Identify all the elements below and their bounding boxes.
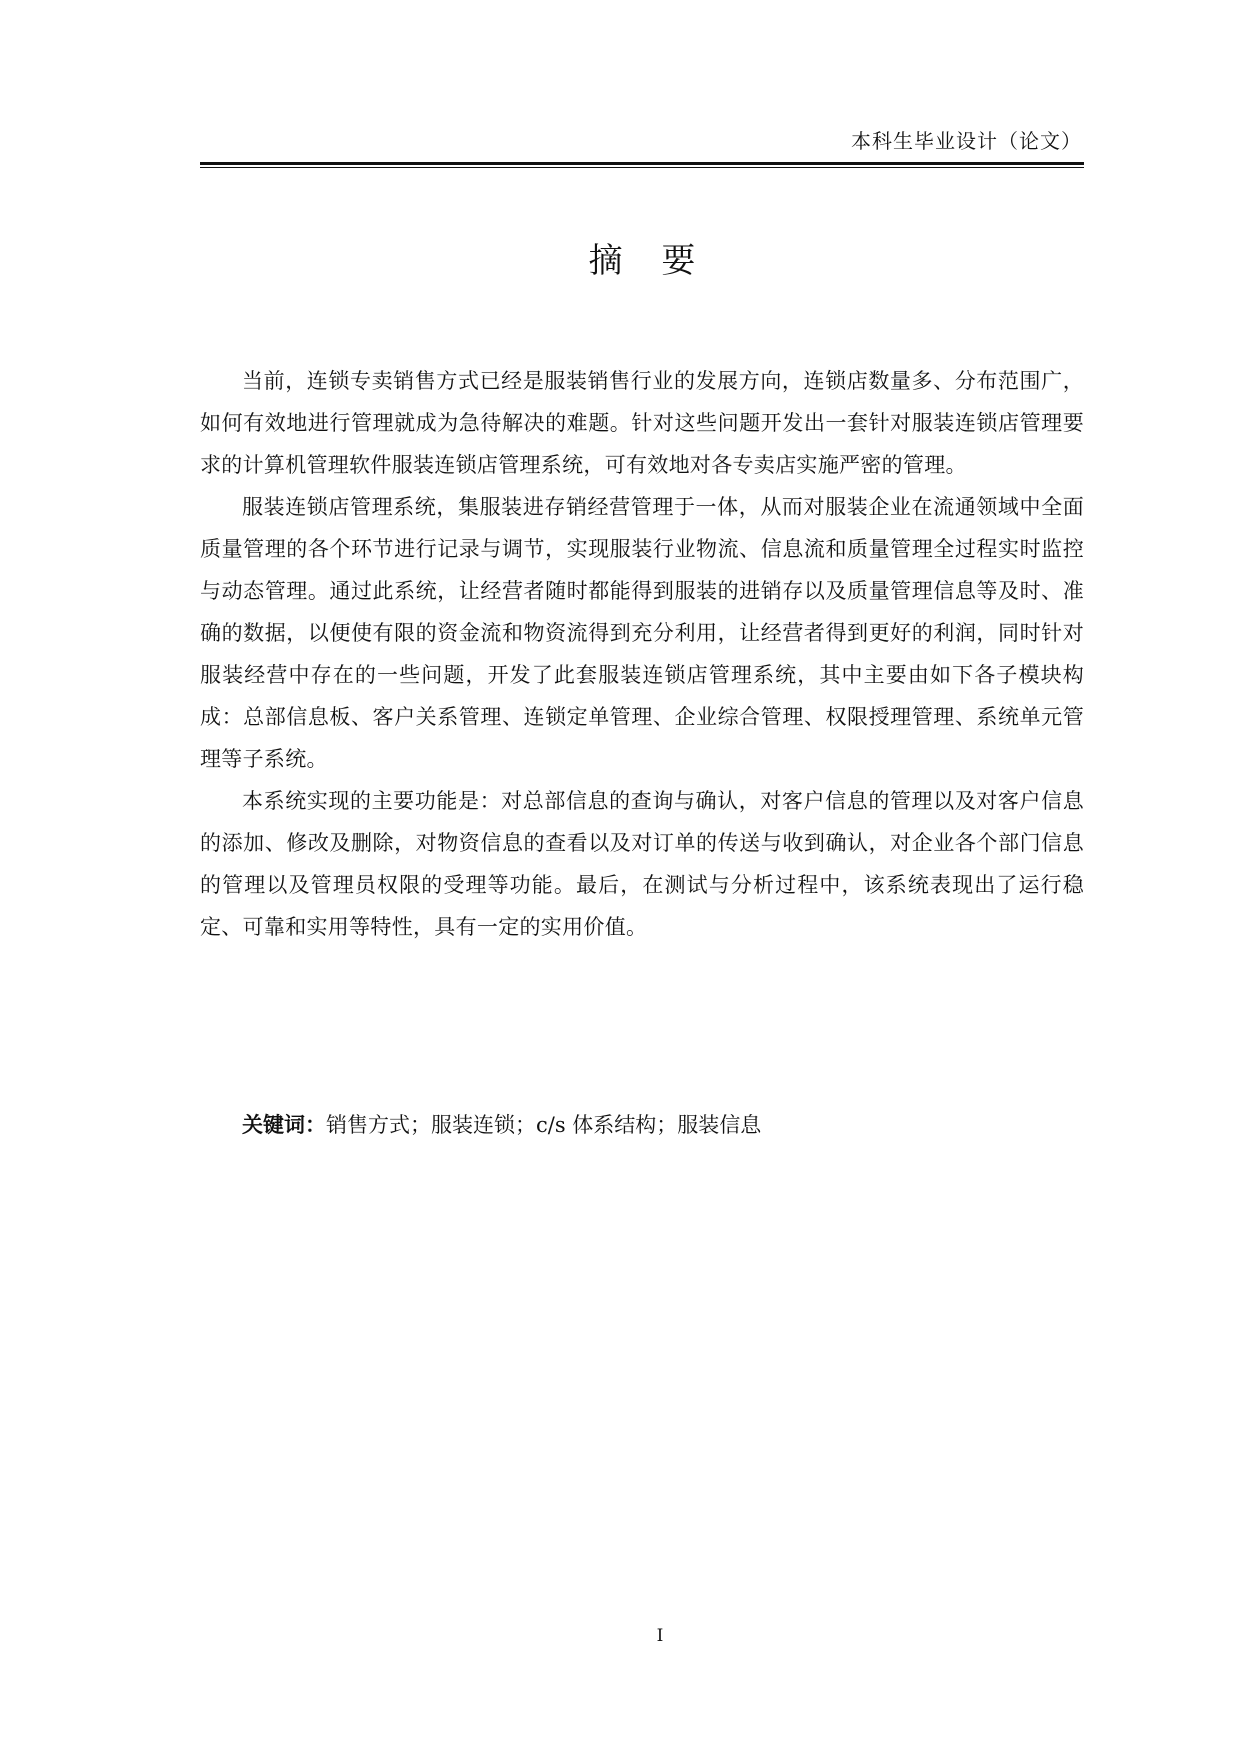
header-rule-thin	[200, 167, 1084, 168]
keywords-label: 关键词：	[242, 1113, 326, 1137]
keywords-line	[200, 1104, 1126, 1146]
page-title: 摘 要	[588, 241, 710, 281]
running-header: 本科生毕业设计（论文）	[851, 129, 1082, 153]
abstract-paragraph-2: 服装连锁店管理系统，集服装进存销经营管理于一体，从而对服装企业在流通领域中全面质量管理的各个环节进行记录与调节，实现服装行业物流、信息流和质量管理全过程实时监控与动态管理。通过此系统，让经营者随时都能得到服装的进销存以及质量管理信息等及时、准确的数据，以便使有限的资金流和物资流得到充分利用，让经营者得到更好的利润，同时针对服装经营中存在的一些问题，开发了此套服装连锁店管理系统，其中主要由如下各子模块构成：总部信息板、客户关系管理、连锁定单管理、企业综合管理、权限授理管理、系统单元管理等子系统。	[200, 495, 1084, 771]
keywords-text: 销售方式；服装连锁；c/s 体系结构；服装信息	[326, 1113, 762, 1137]
page-number: I	[656, 1626, 664, 1646]
abstract-paragraph-3: 本系统实现的主要功能是：对总部信息的查询与确认，对客户信息的管理以及对客户信息的添加、修改及删除，对物资信息的查看以及对订单的传送与收到确认，对企业各个部门信息的管理以及管理员权限的受理等功能。最后，在测试与分析过程中，该系统表现出了运行稳定、可靠和实用等特性，具有一定的实用价值。	[200, 789, 1084, 939]
abstract-body	[200, 360, 1084, 948]
abstract-paragraph-1: 当前，连锁专卖销售方式已经是服装销售行业的发展方向，连锁店数量多、分布范围广，如何有效地进行管理就成为急待解决的难题。针对这些问题开发出一套针对服装连锁店管理要求的计算机管理软件服装连锁店管理系统，可有效地对各专卖店实施严密的管理。	[200, 369, 1084, 477]
header-rule	[200, 162, 1084, 165]
